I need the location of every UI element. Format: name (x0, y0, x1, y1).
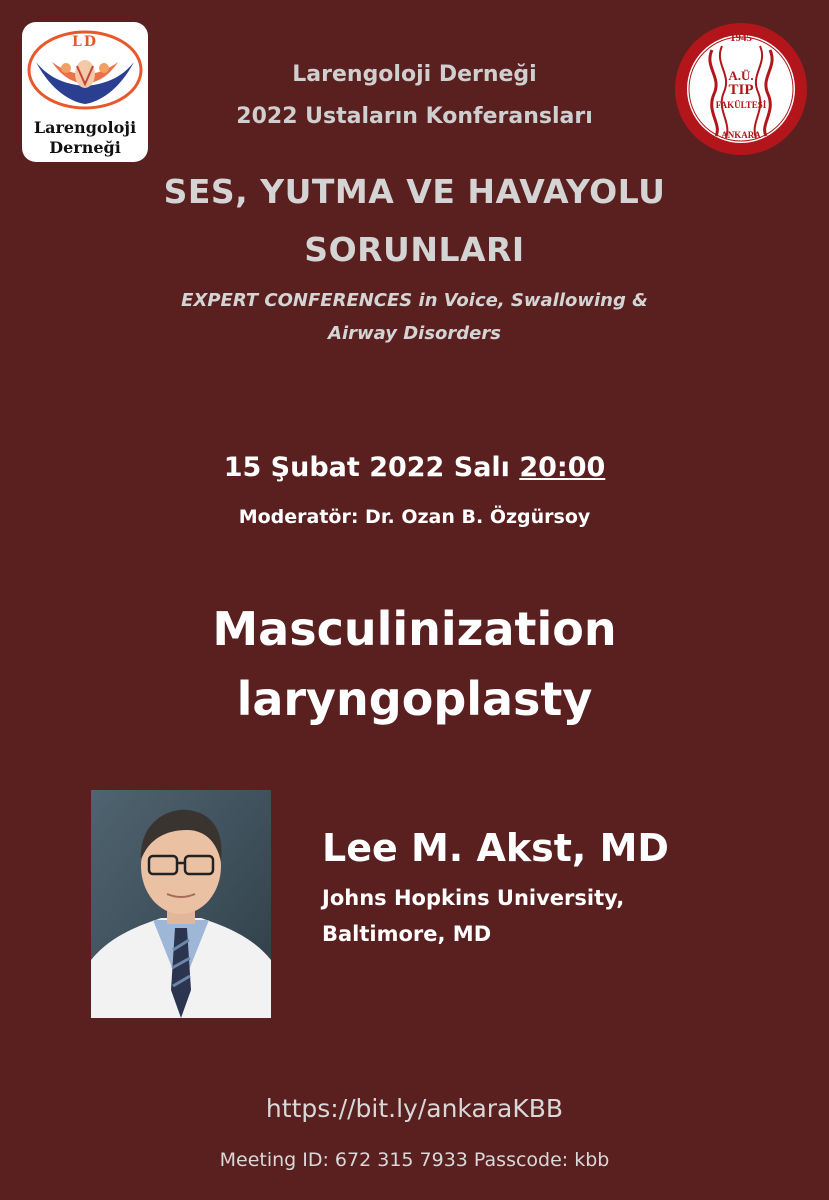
logo-text-line1: Larengoloji (33, 118, 137, 137)
speaker-affiliation-line1: Johns Hopkins University, (322, 886, 625, 910)
series-name: 2022 Ustaların Konferansları (236, 104, 593, 129)
talk-title-line1: Masculinization (212, 602, 617, 656)
larengoloji-dernegi-logo (22, 22, 148, 162)
speaker-name: Lee M. Akst, MD (322, 826, 669, 870)
seal-line2: TIP (728, 82, 754, 98)
ankara-tip-fakultesi-seal (674, 22, 808, 156)
seal-line4: ANKARA (721, 130, 761, 140)
seal-line3: FAKÜLTESİ (715, 100, 767, 110)
seal-line1: A.Ü. (728, 68, 754, 83)
talk-title-line2: laryngoplasty (236, 672, 593, 726)
org-name: Larengoloji Derneği (292, 62, 537, 87)
speaker-affiliation-line2: Baltimore, MD (322, 922, 492, 946)
meeting-credentials: Meeting ID: 672 315 7933 Passcode: kbb (219, 1149, 610, 1171)
title-line1: SES, YUTMA VE HAVAYOLU (163, 172, 666, 211)
meeting-url-link[interactable]: https://bit.ly/ankaraKBB (265, 1094, 564, 1123)
speaker-photo (91, 790, 271, 1018)
event-time: 20:00 (519, 452, 606, 483)
title-line2: SORUNLARI (304, 230, 525, 269)
logo-monogram: LD (72, 34, 98, 50)
subtitle-line1: EXPERT CONFERENCES in Voice, Swallowing & (181, 290, 648, 311)
subtitle-line2: Airway Disorders (328, 323, 501, 344)
event-date: 15 Şubat 2022 Salı (223, 452, 510, 483)
event-datetime (0, 452, 829, 483)
seal-year: 1945 (730, 32, 752, 44)
logo-text-line2: Derneği (49, 138, 121, 157)
moderator: Moderatör: Dr. Ozan B. Özgürsoy (238, 506, 591, 528)
